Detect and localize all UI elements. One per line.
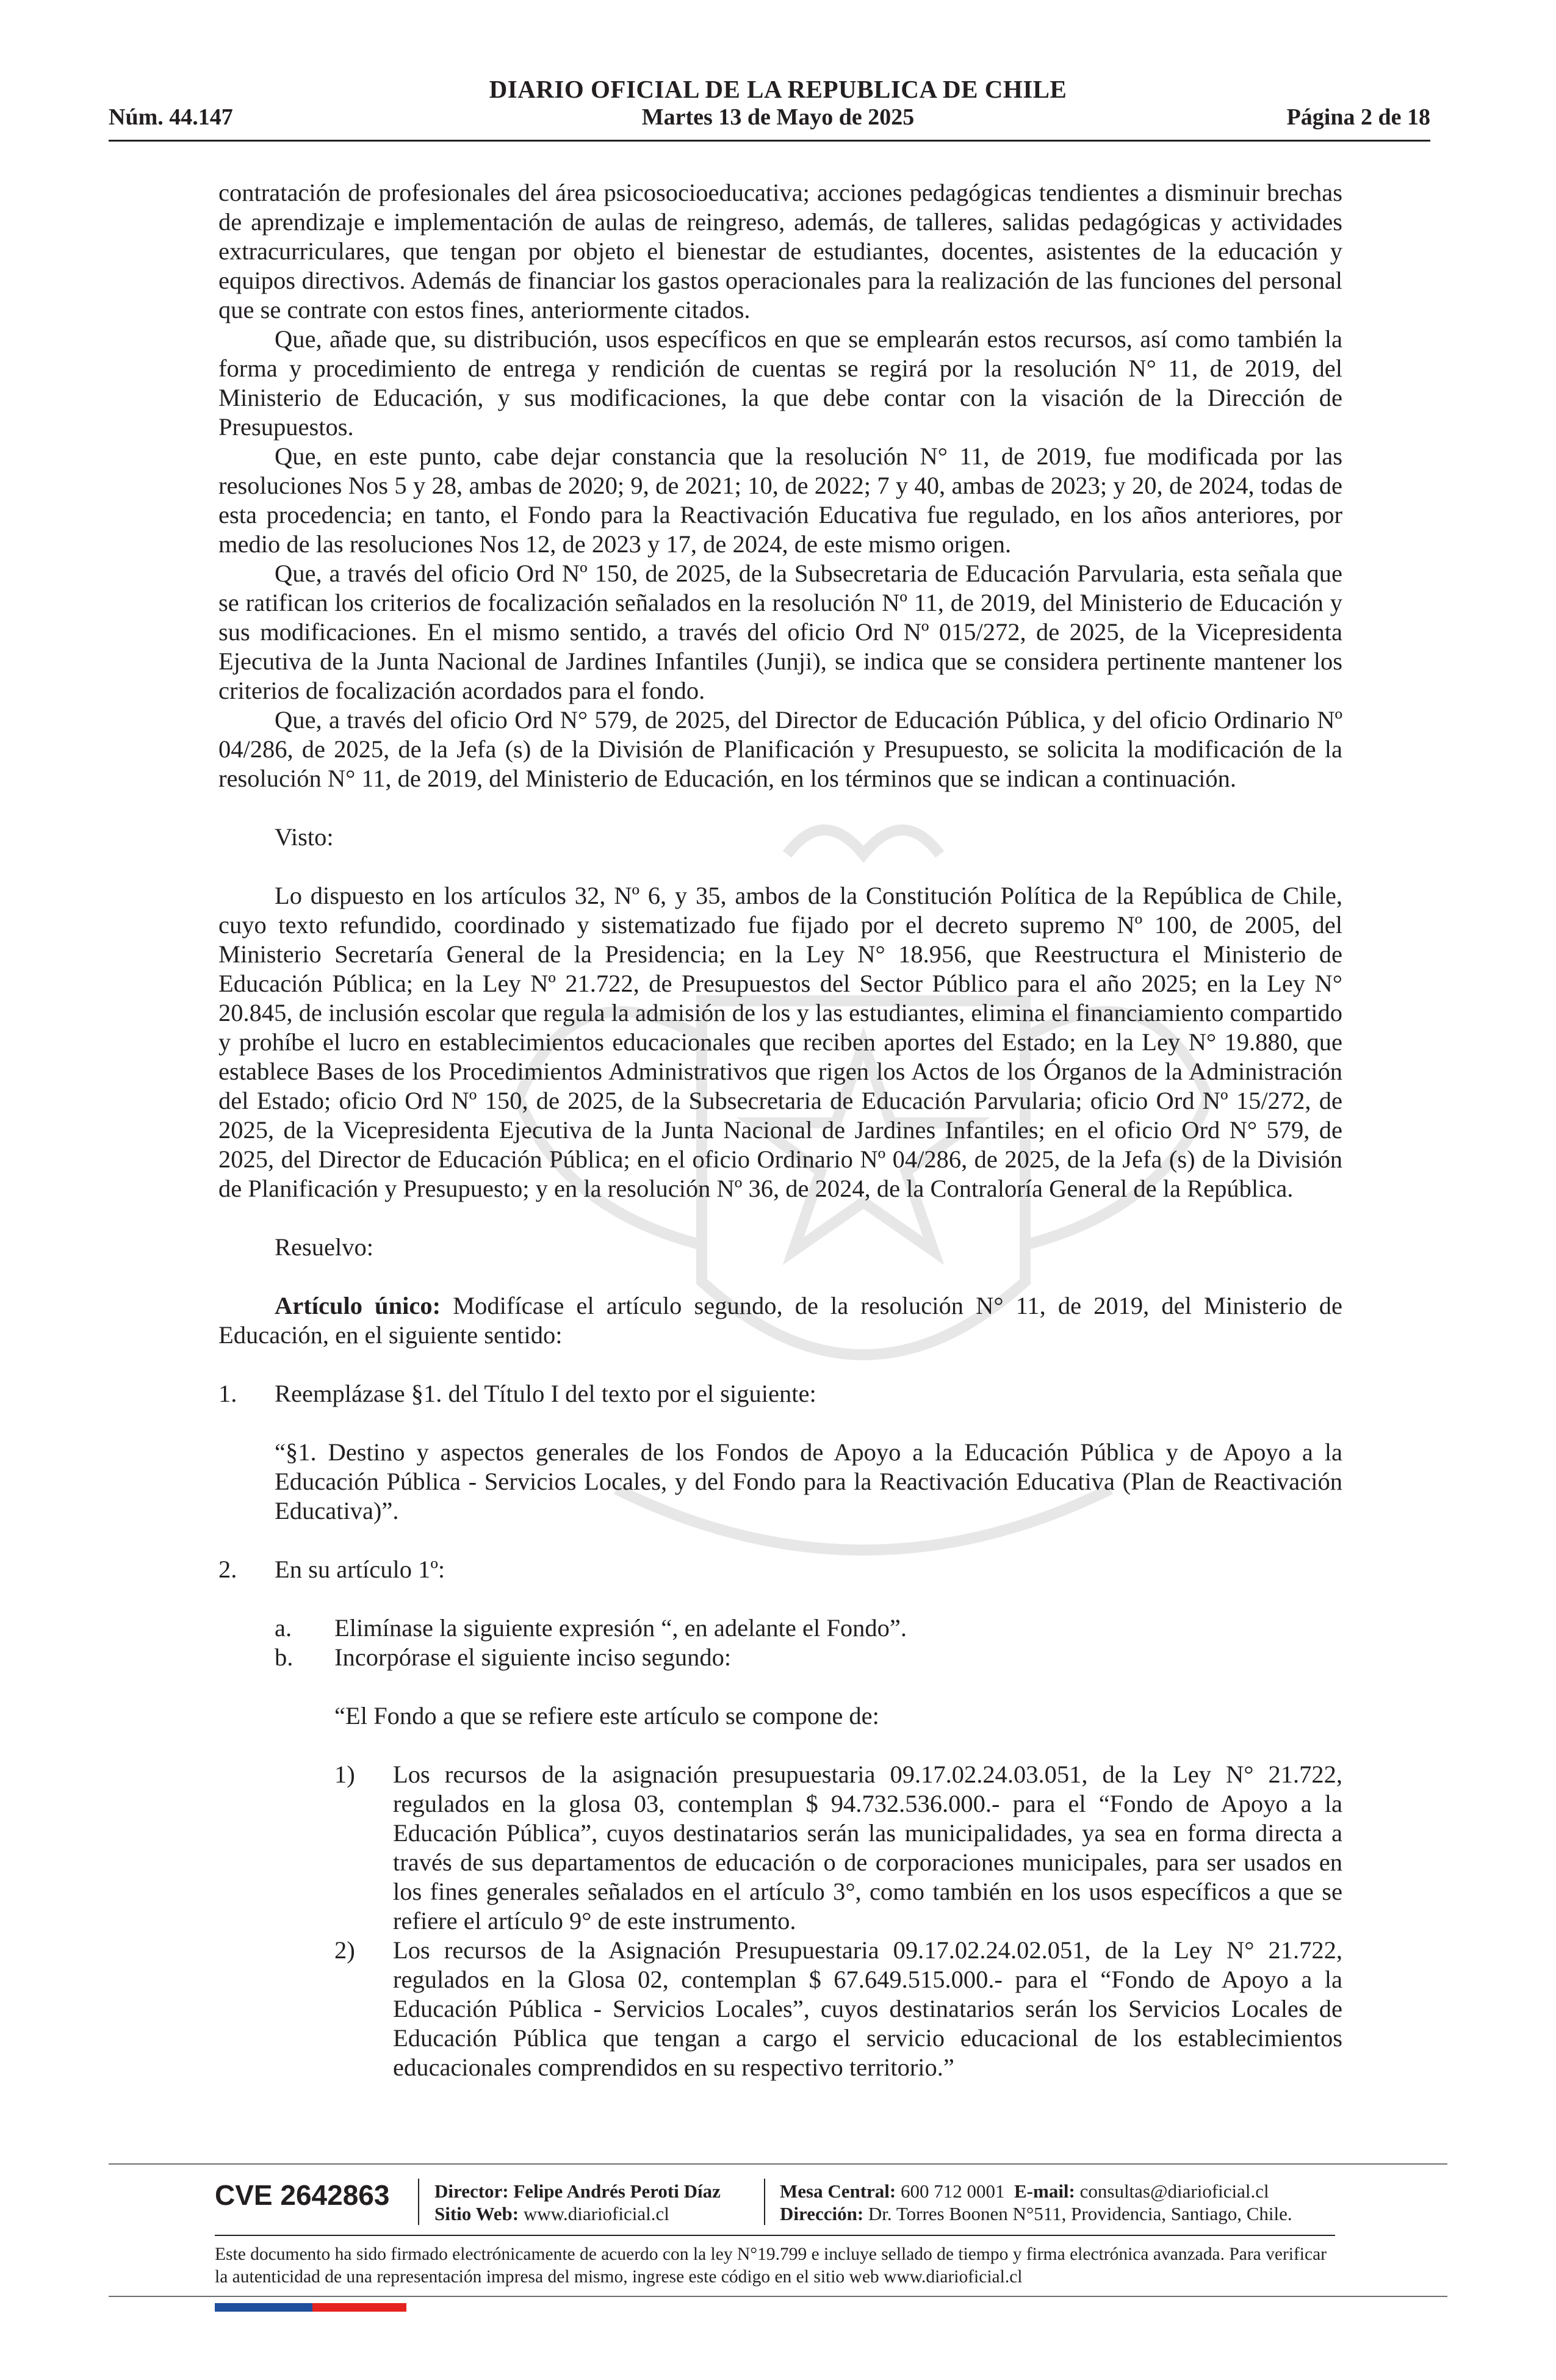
list-item-2a bbox=[218, 1614, 1342, 1643]
issue-date: Martes 13 de Mayo de 2025 bbox=[641, 104, 915, 130]
list-item-2b-label: b. bbox=[275, 1643, 294, 1671]
document-body bbox=[218, 178, 1342, 2082]
footer-separator bbox=[418, 2179, 419, 2225]
header-divider bbox=[109, 140, 1430, 142]
sub-item-1 bbox=[218, 1760, 1342, 1936]
paragraph-distribution: Que, añade que, su distribución, usos específicos en que se emplearán estos recursos, así como también la forma y procedimiento de entrega y rendición de cuentas se regirá por la resolución N° 11, de 2019, del Ministerio de Educación, y sus modificaciones, la que debe contar con la visación de la Dirección de Presupuestos. bbox=[218, 325, 1342, 441]
visto-heading: Visto: bbox=[275, 823, 334, 851]
paragraph-oficio-150: Que, a través del oficio Ord Nº 150, de 2025, de la Subsecretaria de Educación Parvularia, esta señala que se ratifican los criterios de focalización señalados en la resolución Nº 11, de 2019, del Ministerio de Educación y sus modificaciones. En el mismo sentido, a través del oficio Ord Nº 015/272, de 2025, de la Vicepresidenta Ejecutiva de la Junta Nacional de Jardines Infantiles (Junji), se indica que se considera pertinente mantener los criterios de focalización acordados para el fondo. bbox=[218, 560, 1342, 704]
sub-item-2-label: 2) bbox=[334, 1936, 355, 1964]
signature-notice: Este documento ha sido firmado electrónicamente de acuerdo con la ley N°19.799 e incluye sellado de tiempo y firma electrónica avanzada. Para verificar la autenticidad de una representación impresa del mismo, ingrese este código en el sitio web www.diarioficial.cl bbox=[215, 2245, 1327, 2287]
website-label: Sitio Web: bbox=[434, 2203, 519, 2224]
issue-number: Núm. 44.147 bbox=[109, 104, 233, 130]
list-item-2-text: En su artículo 1º: bbox=[275, 1556, 445, 1583]
list-item-2 bbox=[218, 1555, 1342, 1584]
list-item-1-text: Reemplázase §1. del Título I del texto por el siguiente: bbox=[275, 1380, 816, 1407]
list-item-2-number: 2. bbox=[218, 1556, 237, 1583]
email-label: E-mail: bbox=[1014, 2180, 1075, 2202]
flag-stripe-red bbox=[312, 2303, 406, 2312]
list-item-1-number: 1. bbox=[218, 1380, 237, 1407]
footer-divider-bottom bbox=[109, 2296, 1447, 2297]
flag-stripe-blue bbox=[215, 2303, 312, 2312]
page-number: Página 2 de 18 bbox=[1286, 104, 1430, 130]
mesa-central-value: 600 712 0001 bbox=[901, 2180, 1005, 2202]
sub-item-2-text: Los recursos de la Asignación Presupuestaria 09.17.02.24.02.051, de la Ley N° 21.722, regulados en la Glosa 02, contemplan $ 67.649.515.000.- para el “Fondo de Apoyo a la Educación Pública - Servicios Locales”, cuyos destinatarios serán los Servicios Locales de Educación Pública que tengan a cargo el servicio educacional de los establecimientos educacionales comprendidos en su respectivo territorio.” bbox=[393, 1936, 1342, 2081]
paragraph-oficio-579: Que, a través del oficio Ord N° 579, de 2025, del Director de Educación Pública, y del oficio Ordinario Nº 04/286, de 2025, de la Jefa (s) de la División de Planificación y Presupuesto, se solicita la modificación de la resolución N° 11, de 2019, del Ministerio de Educación, en los términos que se indican a continuación. bbox=[218, 706, 1342, 792]
quote-intro: “El Fondo a que se refiere este artículo se compone de: bbox=[334, 1702, 879, 1729]
sub-item-2 bbox=[218, 1936, 1342, 2082]
list-item-2b-text: Incorpórase el siguiente inciso segundo: bbox=[334, 1643, 732, 1671]
paragraph-continuation: contratación de profesionales del área psicosocioeducativa; acciones pedagógicas tendientes a disminuir brechas de aprendizaje e implementación de aulas de reingreso, además, de talleres, salidas pedagógicas y actividades extracurriculares, que tengan por objeto el bienestar de estudiantes, docentes, asistentes de la educación y equipos directivos. Además de financiar los gastos operacionales para la realización de las funciones del personal que se contrate con estos fines, anteriormente citados. bbox=[218, 179, 1342, 323]
articulo-label: Artículo único: bbox=[275, 1292, 441, 1319]
list-item-2b bbox=[218, 1643, 1342, 1672]
website-link[interactable]: www.diarioficial.cl bbox=[523, 2203, 669, 2224]
sub-item-1-label: 1) bbox=[334, 1761, 355, 1788]
newspaper-title: DIARIO OFICIAL DE LA REPUBLICA DE CHILE bbox=[489, 75, 1067, 103]
footer-director-block bbox=[434, 2180, 721, 2225]
resuelvo-heading: Resuelvo: bbox=[275, 1233, 373, 1261]
paragraph-modifications: Que, en este punto, cabe dejar constancia que la resolución N° 11, de 2019, fue modificada por las resoluciones Nos 5 y 28, ambas de 2020; 9, de 2021; 10, de 2022; 7 y 40, ambas de 2023; y 20, de 2024, todas de esta procedencia; en tanto, el Fondo para la Reactivación Educativa fue regulado, en los años anteriores, por medio de las resoluciones Nos 12, de 2023 y 17, de 2024, de este mismo origen. bbox=[218, 442, 1342, 558]
footer-divider-middle bbox=[215, 2235, 1335, 2236]
sub-item-1-text: Los recursos de la asignación presupuestaria 09.17.02.24.03.051, de la Ley N° 21.722, regulados en la glosa 03, contemplan $ 94.732.536.000.- para el “Fondo de Apoyo a la Educación Pública”, cuyos destinatarios serán las municipalidades, ya sea en forma directa a través de sus departamentos de educación o de corporaciones municipales, para ser usados en los fines generales señalados en el artículo 3°, como también en los usos específicos a que se refiere el artículo 9° de este instrumento. bbox=[393, 1761, 1342, 1935]
footer-divider-top bbox=[109, 2163, 1447, 2165]
director-name: Felipe Andrés Peroti Díaz bbox=[513, 2180, 721, 2202]
articulo-unico bbox=[218, 1291, 1342, 1350]
footer-contact-block bbox=[780, 2180, 1292, 2225]
mesa-central-label: Mesa Central: bbox=[780, 2180, 896, 2202]
articulo-text: Modifícase el artículo segundo, de la resolución N° 11, de 2019, del Ministerio de Educación, en el siguiente sentido: bbox=[218, 1292, 1342, 1349]
list-item-2a-label: a. bbox=[275, 1614, 292, 1642]
director-label: Director: bbox=[434, 2180, 509, 2202]
list-item-2a-text: Elimínase la siguiente expresión “, en adelante el Fondo”. bbox=[334, 1614, 907, 1642]
email-link[interactable]: consultas@diarioficial.cl bbox=[1079, 2180, 1269, 2202]
cve-code: CVE 2642863 bbox=[215, 2179, 390, 2211]
list-item-1-quote: “§1. Destino y aspectos generales de los Fondos de Apoyo a la Educación Pública y de Apoyo a la Educación Pública - Servicios Locales, y del Fondo para la Reactivación Educativa (Plan de Reactivación Educativa)”. bbox=[275, 1438, 1342, 1524]
list-item-1 bbox=[218, 1379, 1342, 1408]
address-value: Dr. Torres Boonen N°511, Providencia, Santiago, Chile. bbox=[868, 2203, 1292, 2224]
address-label: Dirección: bbox=[780, 2203, 864, 2224]
footer-separator bbox=[764, 2179, 765, 2225]
visto-paragraph: Lo dispuesto en los artículos 32, Nº 6, y 35, ambos de la Constitución Política de la República de Chile, cuyo texto refundido, coordinado y sistematizado fue fijado por el decreto supremo Nº 100, de 2005, del Ministerio Secretaría General de la Presidencia; en la Ley N° 18.956, que Reestructura el Ministerio de Educación Pública; en la Ley Nº 21.722, de Presupuestos del Sector Público para el año 2025; en la Ley N° 20.845, de inclusión escolar que regula la admisión de los y las estudiantes, elimina el financiamiento compartido y prohíbe el lucro en establecimientos educacionales que reciben aportes del Estado; en la Ley N° 19.880, que establece Bases de los Procedimientos Administrativos que rigen los Actos de los Órganos de la Administración del Estado; oficio Ord Nº 150, de 2025, de la Subsecretaria de Educación Parvularia; oficio Ord Nº 15/272, de 2025, de la Vicepresidenta Ejecutiva de la Junta Nacional de Jardines Infantiles; en el oficio Ord N° 579, de 2025, del Director de Educación Pública; en el oficio Ordinario Nº 04/286, de 2025, de la Jefa (s) de la División de Planificación y Presupuesto; y en la resolución Nº 36, de 2024, de la Contraloría General de la República. bbox=[218, 882, 1342, 1202]
